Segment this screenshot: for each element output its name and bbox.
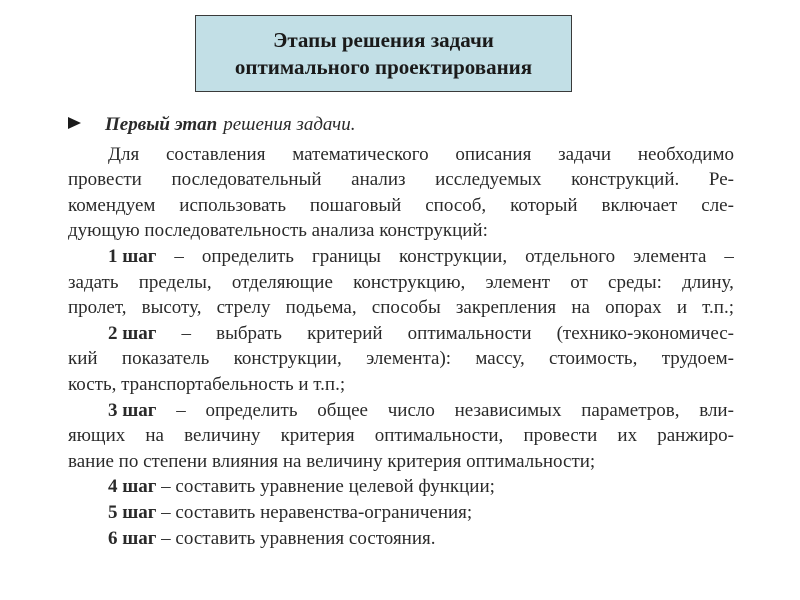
title-line-1: Этапы решения задачи <box>273 27 494 52</box>
word: высоту, <box>141 297 202 319</box>
step-3-line-1 <box>68 398 734 424</box>
word: от <box>570 271 588 293</box>
word: анализ <box>351 169 406 191</box>
word: стоимость, <box>549 348 638 370</box>
word: величину <box>184 425 261 447</box>
word: элемента <box>633 245 707 267</box>
word: их <box>617 425 638 447</box>
heading-rest-text: решения задачи. <box>223 114 356 135</box>
word: провести <box>68 169 142 191</box>
step-4-label: 4 шаг <box>108 476 157 498</box>
word: параметров, <box>581 399 680 421</box>
word: исследуемых <box>435 169 542 191</box>
step-4-text: – составить уравнение целевой функции; <box>161 476 495 498</box>
step-3-line-3: вание по степени влияния на величину критерия оптимальности; <box>68 450 596 472</box>
step-6-label: 6 шаг <box>108 527 157 549</box>
word: вли- <box>699 399 734 421</box>
bullet-arrow-icon <box>68 117 81 129</box>
step-label: 2 шаг <box>108 322 157 344</box>
word: пределы, <box>138 271 212 293</box>
word: описания <box>455 143 532 165</box>
word: массу, <box>475 348 525 370</box>
word: на <box>571 297 590 319</box>
step-1-line-1 <box>68 244 734 270</box>
word: Ре- <box>708 169 734 191</box>
word: способы <box>371 297 441 319</box>
word: определить <box>205 399 298 421</box>
section-heading <box>68 112 734 138</box>
word: на <box>145 425 164 447</box>
step-label: 3 шаг <box>108 399 157 421</box>
word: стрелу <box>216 297 271 319</box>
word: элемент <box>485 271 551 293</box>
word: показатель <box>121 348 210 370</box>
word: закрепления <box>455 297 557 319</box>
word: Для <box>108 143 140 165</box>
word: включает <box>601 194 678 216</box>
word: провести <box>523 425 598 447</box>
word: комендуем <box>68 194 156 216</box>
intro-line-1 <box>68 142 734 168</box>
word: ранжиро- <box>657 425 734 447</box>
step-1-line-3 <box>68 295 734 321</box>
word: математического <box>292 143 429 165</box>
word: отделяющие <box>231 271 333 293</box>
step-6-text: – составить уравнения состояния. <box>161 527 436 549</box>
word: конструкций. <box>571 169 680 191</box>
word: оптимальности, <box>374 425 504 447</box>
word: (технико-экономичес- <box>556 322 734 344</box>
step-label: 1 шаг <box>108 245 157 267</box>
word: кий <box>68 348 98 370</box>
intro-line-4: дующую последовательность анализа конструкций: <box>68 220 488 242</box>
step-2-line-3: кость, транспортабельность и т.п.; <box>68 373 346 395</box>
step-2-line-1 <box>68 321 734 347</box>
word: общее <box>317 399 368 421</box>
word: и <box>676 297 688 319</box>
step-6-line-1 <box>68 526 734 552</box>
word: использовать <box>179 194 286 216</box>
word: яющих <box>68 425 126 447</box>
word: составления <box>165 143 266 165</box>
word: – <box>724 245 734 267</box>
word: конструкцию, <box>353 271 466 293</box>
word: пошаговый <box>309 194 402 216</box>
word: оптимальности <box>407 322 532 344</box>
step-3-line-2 <box>68 423 734 449</box>
word: длину, <box>682 271 734 293</box>
word: т.п.; <box>702 297 734 319</box>
word: пролет, <box>68 297 127 319</box>
word: число <box>387 399 435 421</box>
step-1-line-2 <box>68 270 734 296</box>
word: определить <box>201 245 294 267</box>
title-line-2: оптимального проектирования <box>234 54 533 79</box>
word: среды: <box>608 271 662 293</box>
word: элемента): <box>366 348 452 370</box>
body-text <box>68 112 734 551</box>
word: способ, <box>425 194 487 216</box>
word: необходимо <box>637 143 734 165</box>
step-4-line-1 <box>68 474 734 500</box>
word: конструкции, <box>233 348 342 370</box>
step-2-line-2 <box>68 346 734 372</box>
word: задать <box>68 271 119 293</box>
word: границы <box>311 245 381 267</box>
word: отдельного <box>525 245 616 267</box>
word: сле- <box>701 194 734 216</box>
step-5-text: – составить неравенства-ограничения; <box>161 501 473 523</box>
word: опорах <box>605 297 662 319</box>
step-5-label: 5 шаг <box>108 501 157 523</box>
heading-bold-text: Первый этап <box>105 114 218 135</box>
word: выбрать <box>216 322 282 344</box>
step-5-line-1 <box>68 500 734 526</box>
word: – <box>174 245 184 267</box>
word: задачи <box>558 143 612 165</box>
word: подьема, <box>285 297 357 319</box>
word: конструкции, <box>398 245 508 267</box>
word: последовательный <box>171 169 322 191</box>
word: критерий <box>307 322 383 344</box>
title-box <box>195 15 572 92</box>
word: трудоем- <box>661 348 734 370</box>
word: критерия <box>280 425 355 447</box>
word: независимых <box>454 399 562 421</box>
word: – <box>176 399 186 421</box>
intro-line-3 <box>68 193 734 219</box>
word: – <box>181 322 192 344</box>
word: который <box>510 194 578 216</box>
intro-line-2 <box>68 167 734 193</box>
